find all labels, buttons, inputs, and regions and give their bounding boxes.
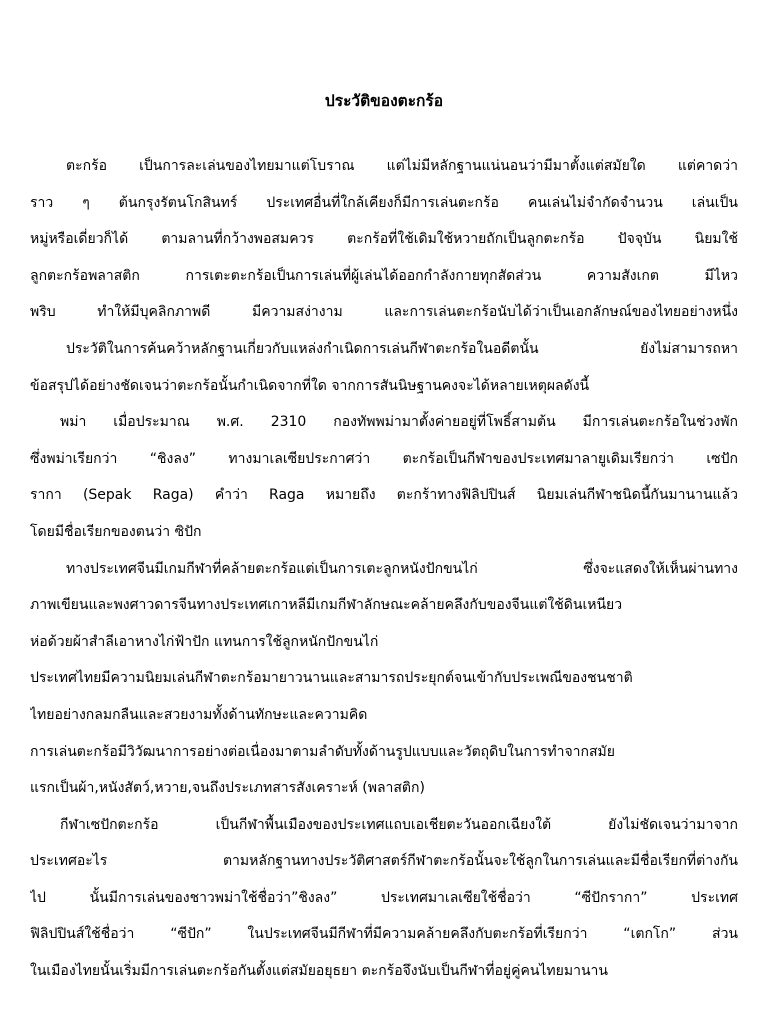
body-line: ประวัติในการค้นคว้าหลักฐานเกี่ยวกับแหล่งกำเนิดการเล่นกีฬาตะกร้อในอดีตนั้น ยังไม่สามารถหา (66, 340, 738, 357)
body-line: ในเมืองไทยนั้นเริ่มมีการเล่นตะกร้อกันตั้งแต่สมัยอยุธยา ตะกร้อจึงนับเป็นกีฬาที่อยู่คู่คนไทยมานาน (30, 963, 608, 980)
body-line: ซึ่งพม่าเรียกว่า “ชิงลง” ทางมาเลเซียประกาศว่า ตะกร้อเป็นกีฬาของประเทศมาลายูเดิมเรียกว่า เซปัก (30, 450, 738, 467)
body-line: ภาพเขียนและพงศาวดารจีนทางประเทศเกาหลีมีเกมกีฬาลักษณะคล้ายคลึงกับของจีนแต่ใช้ดินเหนียว (30, 597, 623, 614)
body-line: ลูกตะกร้อพลาสติก การเตะตะกร้อเป็นการเล่นที่ผู้เล่นได้ออกกำลังกายทุกสัดส่วน ความสังเกต มีไหว (30, 267, 738, 284)
document-body (30, 148, 738, 990)
body-line: ตะกร้อ เป็นการละเล่นของไทยมาแต่โบราณ แต่ไม่มีหลักฐานแน่นอนว่ามีมาตั้งแต่สมัยใด แต่คาดว่า (66, 158, 738, 174)
body-line: ห่อด้วยผ้าสำลีเอาหางไก่ฟ้าปัก แทนการใช้ลูกหนักปักขนไก่ (30, 633, 379, 650)
body-line: กีฬาเซปักตะกร้อ เป็นกีฬาพื้นเมืองของประเทศแถบเอเชียตะวันออกเฉียงใต้ ยังไม่ชัดเจนว่ามาจาก (60, 816, 738, 833)
body-line: ราว ๆ ต้นกรุงรัตนโกสินทร์ ประเทศอื่นที่ใกล้เคียงก็มีการเล่นตะกร้อ คนเล่นไม่จำกัดจำนวน เล่นเป็น (30, 194, 738, 211)
body-line: ทางประเทศจีนมีเกมกีฬาที่คล้ายตะกร้อแต่เป็นการเตะลูกหนังปักขนไก่ ซึ่งจะแสดงให้เห็นผ่านทาง (66, 560, 738, 577)
body-line: ไป นั้นมีการเล่นของชาวพม่าใช้ชื่อว่า”ชิงลง” ประเทศมาเลเซียใช้ชื่อว่า “ซีปักรากา” ประเทศ (30, 889, 738, 906)
body-line: พริบ ทำให้มีบุคลิกภาพดี มีความสง่างาม และการเล่นตะกร้อนับได้ว่าเป็นเอกลักษณ์ของไทยอย่างหนึ่ง (30, 304, 738, 321)
body-line: รากา (Sepak Raga) คำว่า Raga หมายถึง ตะกร้าทางฟิลิปปินส์ นิยมเล่นกีฬาชนิดนี้กันมานานแล้ว (30, 487, 738, 504)
body-line: ประเทศไทยมีความนิยมเล่นกีฬาตะกร้อมายาวนานและสามารถประยุกต์จนเข้ากับประเพณีของชนชาติ (30, 670, 633, 687)
body-line: โดยมีชื่อเรียกของตนว่า ซิปัก (30, 523, 202, 540)
body-line: การเล่นตะกร้อมีวิวัฒนาการอย่างต่อเนื่องมาตามลำดับทั้งด้านรูปแบบและวัตถุดิบในการทำจากสมัย (30, 743, 615, 760)
body-line: ประเทศอะไร ตามหลักฐานทางประวัติศาสตร์กีฬาตะกร้อนั้นจะใช้ลูกในการเล่นและมีชื่อเรียกที่ต่างกัน (30, 853, 738, 870)
body-line: พม่า เมื่อประมาณ พ.ศ. 2310 กองทัพพม่ามาตั้งค่ายอยู่ที่โพธิ์สามต้น มีการเล่นตะกร้อในช่วงพัก (60, 414, 738, 431)
body-line: ข้อสรุปได้อย่างชัดเจนว่าตะกร้อนั้นกำเนิดจากที่ใด จากการสันนิษฐานคงจะได้หลายเหตุผลดังนี้ (30, 377, 590, 394)
body-line: แรกเป็นผ้า,หนังสัตว์,หวาย,จนถึงประเภทสารสังเคราะห์ (พลาสติก) (30, 780, 425, 797)
body-line: ฟิลิปปินส์ใช้ชื่อว่า “ซีปัก” ในประเทศจีนมีกีฬาที่มีความคล้ายคลึงกับตะกร้อที่เรียกว่า “เตกโก” ส่วน (30, 926, 738, 943)
document-title: ประวัติของตะกร้อ (324, 92, 444, 110)
body-line: หมู่หรือเดี่ยวก็ได้ ตามลานที่กว้างพอสมควร ตะกร้อที่ใช้เดิมใช้หวายถักเป็นลูกตะกร้อ ปัจจุบัน นิยมใช้ (30, 231, 738, 248)
body-line: ไทยอย่างกลมกลืนและสวยงามทั้งด้านทักษะและความคิด (30, 706, 368, 723)
